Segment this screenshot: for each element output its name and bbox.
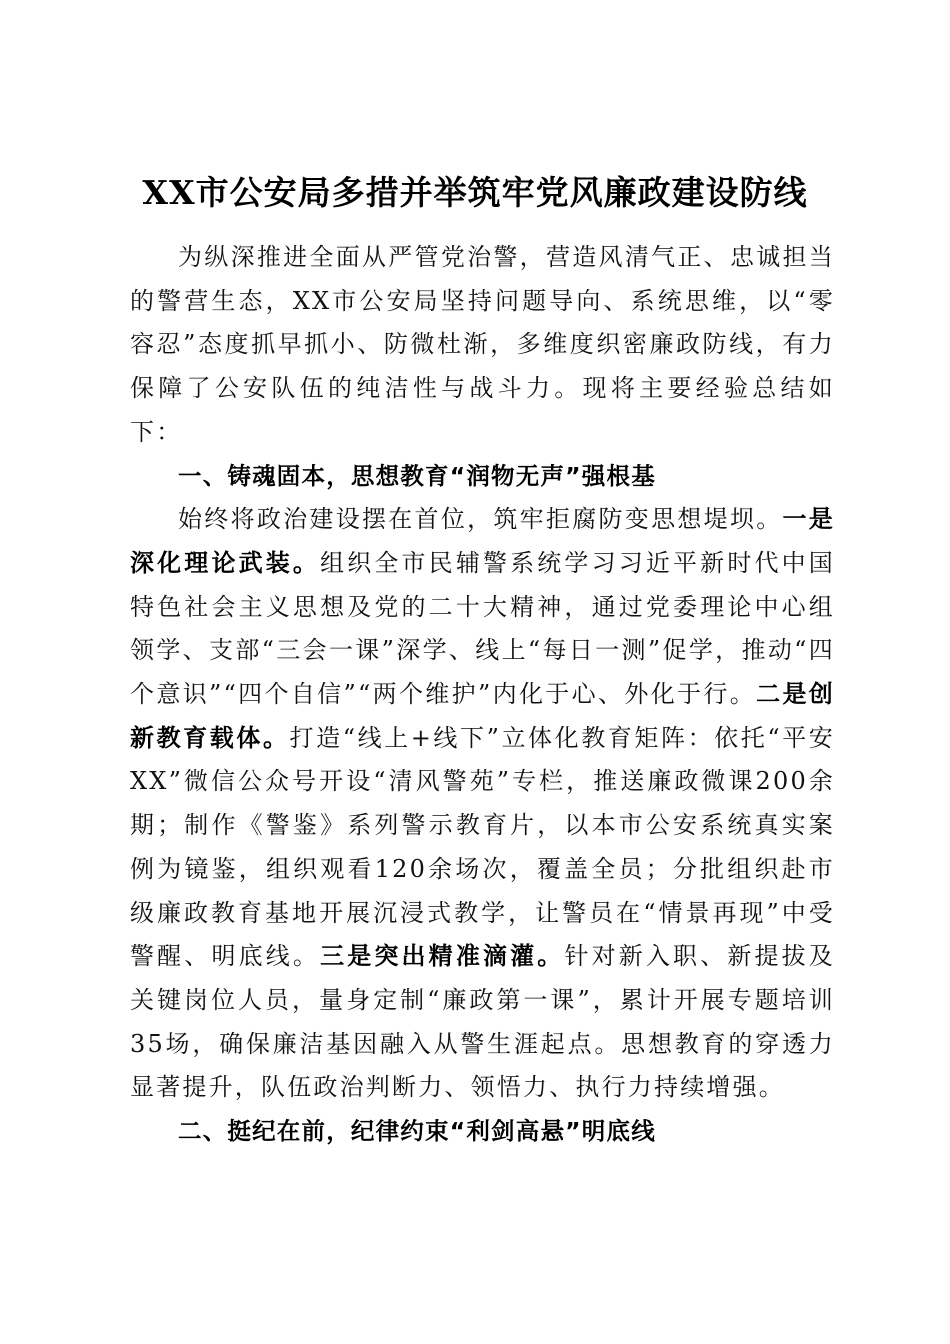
section-2-heading: 二、挺纪在前，纪律约束“利剑高悬”明底线 (178, 1117, 656, 1146)
point-3-text: 针对新入职、新提拔及关键岗位人员，量身定制“廉政第一课”，累计开展专题培训35场，确保廉洁基因融入从警生涯起点。思想教育的穿透力显著提升，队伍政治判断力、领悟力、执行力持续增强。 (130, 942, 835, 1102)
section-1-lead: 始终将政治建设摆在首位，筑牢拒腐防变思想堤坝。 (178, 505, 783, 534)
section-1-heading: 一、铸魂固本，思想教育“润物无声”强根基 (178, 461, 656, 490)
point-2-title: 二是创新教育载体。 (130, 680, 836, 752)
document-body (130, 236, 835, 1154)
point-3-title: 三是突出精准滴灌。 (320, 942, 565, 971)
document-title: XX市公安局多措并举筑牢党风廉政建设防线 (142, 173, 808, 212)
intro-paragraph: 为纵深推进全面从严管党治警，营造风清气正、忠诚担当的警营生态，XX市公安局坚持问题导向、系统思维，以“零容忍”态度抓早抓小、防微杜渐，多维度织密廉政防线，有力保障了公安队伍的纯洁性与战斗力。现将主要经验总结如下： (130, 243, 835, 446)
point-1-text: 组织全市民辅警系统学习习近平新时代中国特色社会主义思想及党的二十大精神，通过党委理论中心组领学、支部“三会一课”深学、线上“每日一测”促学，推动“四个意识”“四个自信”“两个维护”内化于心、外化于行。 (130, 548, 835, 709)
section-1-paragraph (130, 498, 835, 1110)
point-1-title: 一是深化理论武装。 (130, 505, 835, 577)
point-2-text: 打造“线上+线下”立体化教育矩阵：依托“平安XX”微信公众号开设“清风警苑”专栏，推送廉政微课200余期；制作《警鉴》系列警示教育片，以本市公安系统真实案例为镜鉴，组织观看120余场次，覆盖全员；分批组织赴市级廉政教育基地开展沉浸式教学，让警员在“情景再现”中受警醒、明底线。 (130, 723, 835, 971)
